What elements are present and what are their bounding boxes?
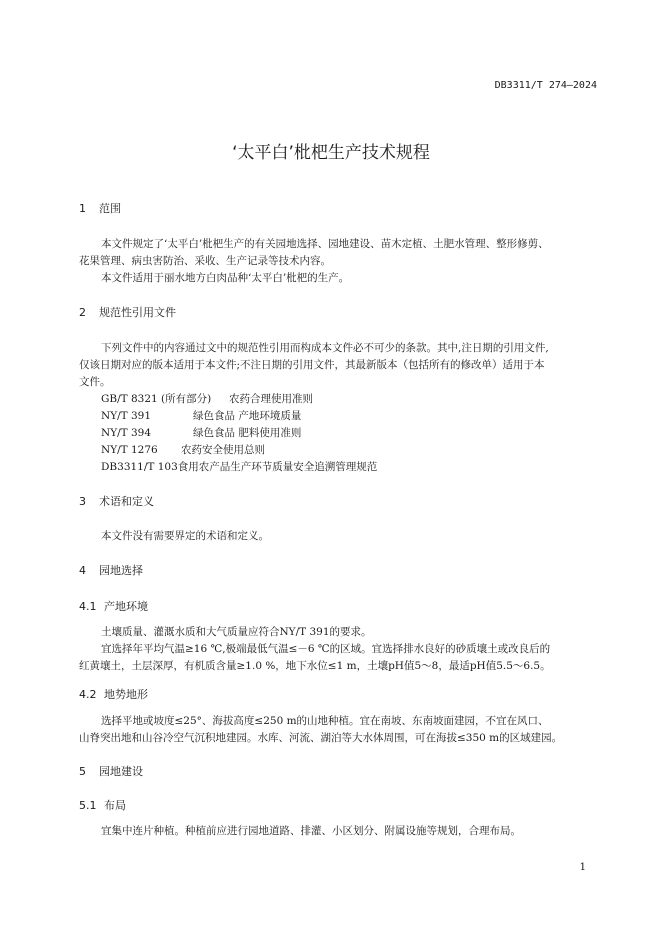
- section-3-heading: [79, 493, 154, 509]
- subsection-5-1-heading: [79, 797, 126, 813]
- subsection-4-2-heading: [79, 686, 148, 702]
- paragraph: 土壤质量、灌溉水质和大气质量应符合NY/T 391的要求。: [101, 626, 372, 638]
- section-title: 园地选择: [99, 564, 143, 577]
- standard-code: DB3311/T 274—2024: [494, 80, 597, 91]
- document-title: ‘太平白’枇杷生产技术规程: [232, 143, 430, 163]
- reference-item: [101, 408, 301, 423]
- reference-name: 绿色食品 产地环境质量: [193, 410, 302, 422]
- reference-name: 绿色食品 肥料使用准则: [193, 427, 302, 439]
- page-number: 1: [579, 862, 586, 873]
- section-4-heading: [79, 562, 143, 578]
- section-number: 1: [79, 202, 86, 215]
- paragraph: 红黄壤土，土层深厚，有机质含量≥1.0 %，地下水位≤1 m，土壤pH值5～8，最适pH值5.5～6.5。: [79, 660, 551, 672]
- paragraph: 本文件没有需要界定的术语和定义。: [101, 530, 269, 542]
- subsection-title: 地势地形: [104, 688, 148, 701]
- paragraph: 宜选择年平均气温≥16 ℃,极端最低气温≤－6 ℃的区域。宜选择排水良好的砂质壤土或改良后的: [101, 643, 551, 655]
- section-number: 5: [79, 765, 86, 778]
- section-number: 3: [79, 495, 86, 508]
- paragraph: 本文件适用于丽水地方白肉品种‘太平白’枇杷的生产。: [101, 272, 350, 284]
- subsection-number: 4.1: [79, 600, 97, 613]
- paragraph: 选择平地或坡度≤25°、海拔高度≤250 m的山地种植。宜在南坡、东南坡面建园，不宜在风口、: [101, 715, 549, 727]
- section-title: 范围: [99, 202, 121, 215]
- reference-code: GB/T 8321 (所有部分): [101, 393, 212, 405]
- section-title: 术语和定义: [99, 495, 154, 508]
- paragraph: 下列文件中的内容通过文中的规范性引用而构成本文件必不可少的条款。其中,注日期的引用文件,: [101, 342, 549, 354]
- subsection-title: 产地环境: [104, 600, 148, 613]
- reference-name: 农药安全使用总则: [181, 444, 265, 456]
- reference-code: NY/T 391: [101, 410, 152, 422]
- reference-item: [101, 425, 301, 440]
- reference-code: DB3311/T 103: [101, 461, 178, 473]
- paragraph: 宜集中连片种植。种植前应进行园地道路、排灌、小区划分、附属设施等规划，合理布局。: [101, 825, 521, 837]
- reference-item: [101, 391, 313, 406]
- paragraph: 花果管理、病虫害防治、采收、生产记录等技术内容。: [79, 255, 331, 267]
- reference-code: NY/T 394: [101, 427, 152, 439]
- section-title: 园地建设: [99, 765, 143, 778]
- paragraph: 文件。: [79, 376, 111, 388]
- reference-item: [101, 459, 377, 474]
- subsection-title: 布局: [104, 799, 126, 812]
- reference-name: 食用农产品生产环节质量安全追溯管理规范: [177, 461, 378, 473]
- reference-code: NY/T 1276: [101, 444, 158, 456]
- subsection-number: 4.2: [79, 688, 97, 701]
- paragraph: 仅该日期对应的版本适用于本文件;不注日期的引用文件，其最新版本（包括所有的修改单）适用于本: [79, 359, 545, 371]
- paragraph: 山脊突出地和山谷冷空气沉积地建园。水库、河流、湖泊等大水体周围，可在海拔≤350 m的区域建园。: [79, 732, 563, 744]
- reference-item: [101, 442, 265, 457]
- section-2-heading: [79, 304, 176, 320]
- section-number: 4: [79, 564, 86, 577]
- section-title: 规范性引用文件: [99, 306, 176, 319]
- reference-name: 农药合理使用准则: [229, 393, 313, 405]
- subsection-4-1-heading: [79, 598, 148, 614]
- paragraph: 本文件规定了‘太平白’枇杷生产的有关园地选择、园地建设、苗木定植、土肥水管理、整形修剪、: [101, 238, 549, 250]
- section-5-heading: [79, 763, 143, 779]
- subsection-number: 5.1: [79, 799, 97, 812]
- section-number: 2: [79, 306, 86, 319]
- section-1-heading: [79, 200, 121, 216]
